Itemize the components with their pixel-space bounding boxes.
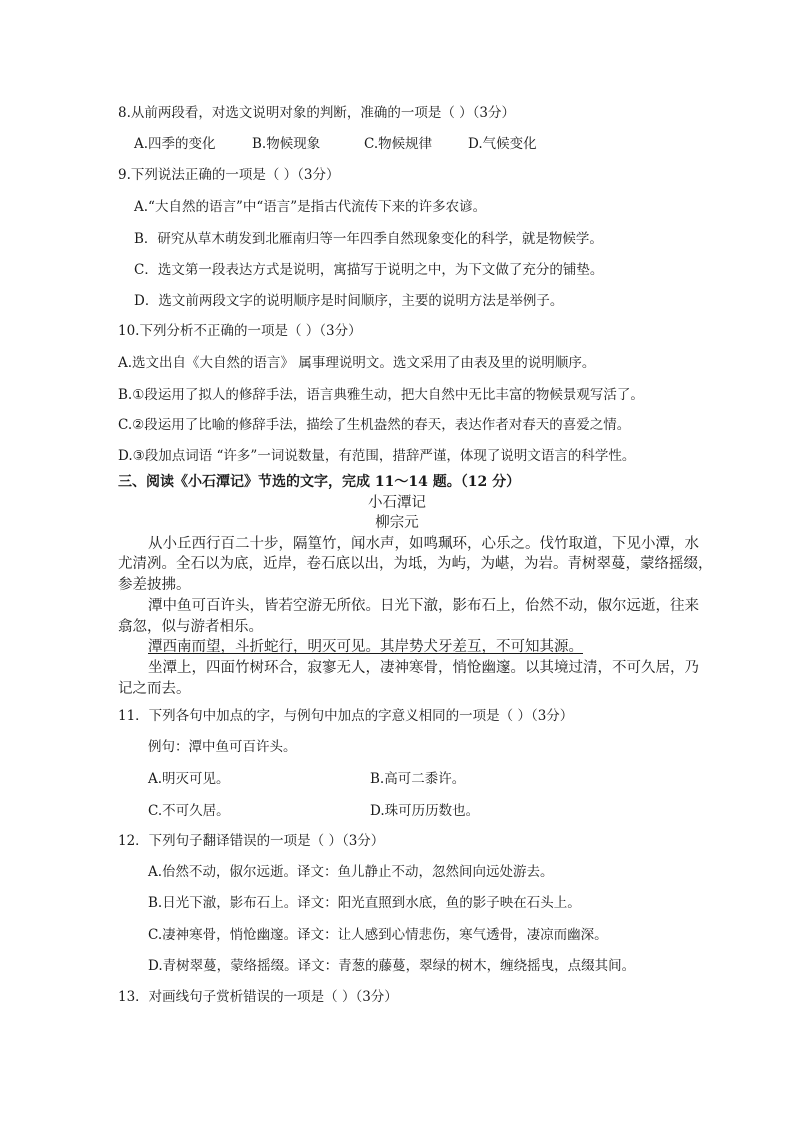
q11-option-b: B.高可二黍许。 [370, 771, 466, 787]
q13-stem: 13．对画线句子赏析错误的一项是（ ）（3分） [118, 989, 398, 1005]
q9-stem: 9.下列说法正确的一项是（ ）（3分） [118, 167, 340, 183]
q10-option-b: B.①段运用了拟人的修辞手法，语言典雅生动，把大自然中无比丰富的物候景观写活了。 [118, 387, 644, 403]
passage-p1-line2: 尤清冽。全石以为底，近岸，卷石底以出，为坻，为屿，为嵁，为岩。青树翠蔓，蒙络摇缀， [118, 556, 713, 572]
q11-stem: 11．下列各句中加点的字，与例句中加点的字意义相同的一项是（ ）（3分） [118, 708, 574, 724]
passage-p1-line3: 参差披拂。 [118, 577, 191, 593]
q9-option-d: D．选文前两段文字的说明顺序是时间顺序，主要的说明方法是举例子。 [134, 293, 564, 309]
passage-author: 柳宗元 [375, 515, 419, 531]
q10-option-d: D.③段加点词语 “许多”一词说数量，有范围，措辞严谨，体现了说明文语言的科学性。 [118, 448, 636, 464]
q8-options [134, 135, 537, 153]
q8-option-b: B.物候现象 [252, 136, 321, 152]
q8-stem: 8.从前两段看，对选文说明对象的判断，准确的一项是（ ）（3分） [118, 105, 516, 121]
passage-p3-underlined: 潭西南而望，斗折蛇行，明灭可见。其岸势犬牙差互，不可知其源。 [148, 639, 583, 655]
q12-stem: 12．下列句子翻译错误的一项是（ ）（3分） [118, 833, 385, 849]
q10-option-c: C.②段运用了比喻的修辞手法，描绘了生机盎然的春天，表达作者对春天的喜爱之情。 [118, 417, 631, 433]
q12-option-b: B.日光下澈，影布石上。译文：阳光直照到水底，鱼的影子映在石头上。 [148, 895, 581, 911]
passage-p2-line1: 潭中鱼可百许头，皆若空游无所依。日光下澈，影布石上，佁然不动，俶尔远逝，往来 [148, 598, 699, 614]
q11-option-c: C.不可久居。 [148, 803, 230, 819]
q12-option-d: D.青树翠蔓，蒙络摇缀。译文：青葱的藤蔓，翠绿的树木，缠绕摇曳，点缀其间。 [148, 958, 636, 974]
q11-option-a: A.明灭可见。 [148, 771, 230, 787]
q8-option-d: D.气候变化 [468, 136, 537, 152]
q9-option-a: A.“大自然的语言”中“语言”是指古代流传下来的许多农谚。 [134, 199, 487, 215]
q8-option-a: A.四季的变化 [134, 136, 216, 152]
passage-p2-line2: 翕忽，似与游者相乐。 [118, 619, 263, 635]
q9-option-c: C．选文第一段表达方式是说明，寓描写于说明之中，为下文做了充分的铺垫。 [134, 262, 604, 278]
passage-p4-line2: 记之而去。 [118, 681, 191, 697]
q12-option-c: C.凄神寒骨，悄怆幽邃。译文：让人感到心情悲伤，寒气透骨，凄凉而幽深。 [148, 927, 608, 943]
section3-heading: 三、阅读《小石潭记》节选的文字，完成 11～14 题。（12 分） [118, 474, 521, 490]
q8-option-c: C.物候规律 [364, 136, 433, 152]
passage-p4-line1: 坐潭上，四面竹树环合，寂寥无人，凄神寒骨，悄怆幽邃。以其境过清，不可久居，乃 [148, 660, 699, 676]
passage-p1-line1: 从小丘西行百二十步，隔篁竹，闻水声，如鸣珮环，心乐之。伐竹取道，下见小潭，水 [148, 536, 699, 552]
q10-option-a: A.选文出自《大自然的语言》 属事理说明文。选文采用了由表及里的说明顺序。 [118, 355, 596, 371]
q11-example: 例句：潭中鱼可百许头。 [148, 739, 297, 755]
q12-option-a: A.佁然不动，俶尔远逝。译文：鱼儿静止不动，忽然间向远处游去。 [148, 864, 554, 880]
q10-stem: 10.下列分析不正确的一项是（ ）（3分） [118, 323, 362, 339]
passage-title: 小石潭记 [368, 495, 426, 511]
q11-option-d: D.珠可历历数也。 [370, 803, 480, 819]
q9-option-b: B．研究从草木萌发到北雁南归等一年四季自然现象变化的科学，就是物候学。 [134, 231, 603, 247]
